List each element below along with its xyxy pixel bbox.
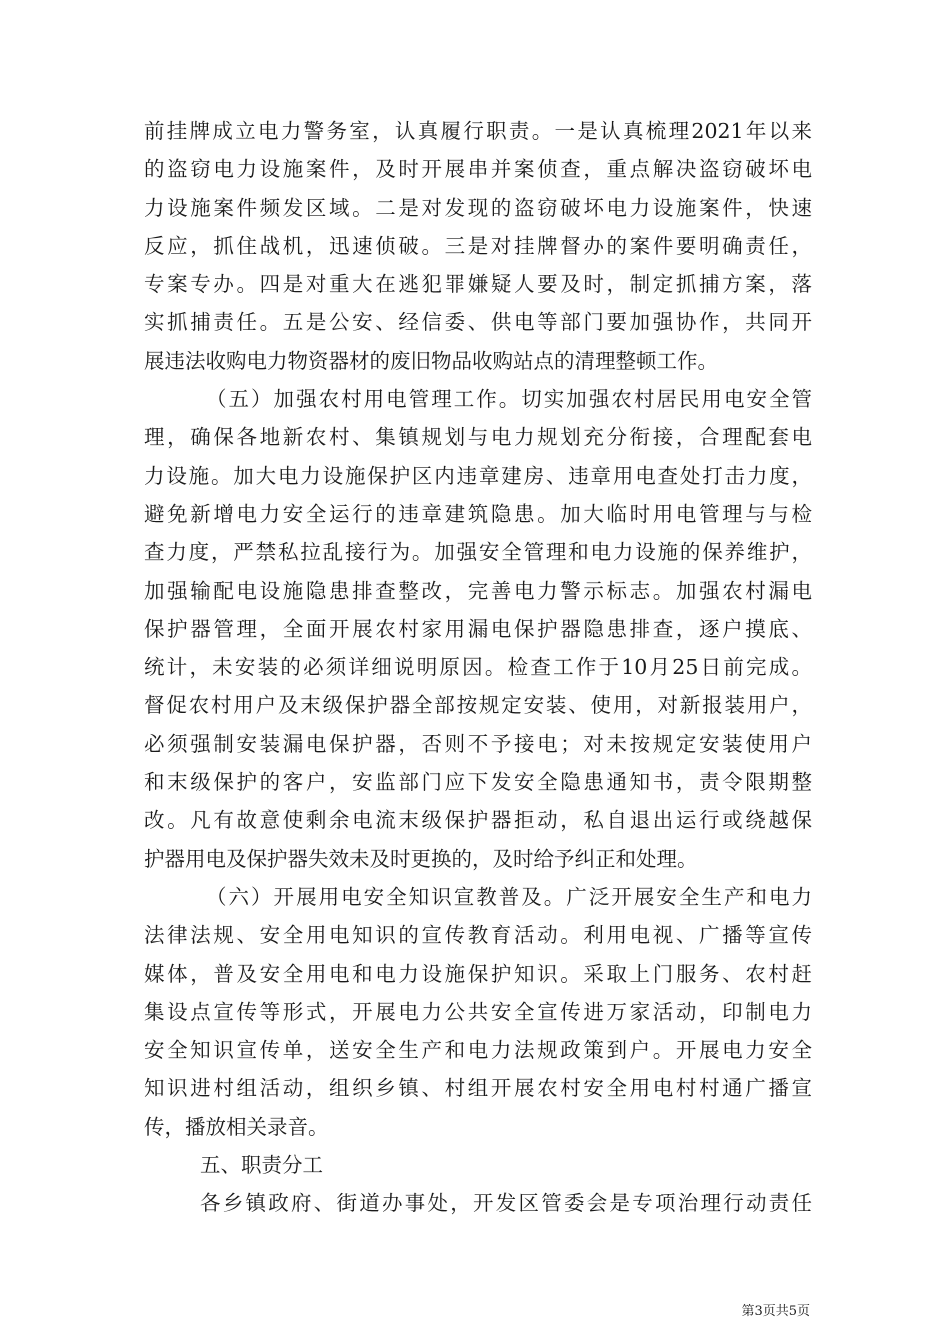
text-line: 的盗窃电力设施案件，及时开展串并案侦查，重点解决盗窃破坏电 [144, 157, 812, 182]
text-line: 理，确保各地新农村、集镇规划与电力规划充分衔接，合理配套电 [144, 425, 812, 450]
document-body [144, 112, 812, 1223]
text-line: 前挂牌成立电力警务室，认真履行职责。一是认真梳理2021年以来 [144, 119, 812, 143]
text-line: 保护器管理，全面开展农村家用漏电保护器隐患排查，逐户摸底、 [144, 616, 812, 641]
text-line: 知识进村组活动，组织乡镇、村组开展农村安全用电村村通广播宣 [144, 1076, 812, 1101]
text-line: 各乡镇政府、街道办事处，开发区管委会是专项治理行动责任 [200, 1191, 812, 1216]
page-number: 第3页共5页 [741, 1304, 810, 1319]
text-line: 查力度，严禁私拉乱接行为。加强安全管理和电力设施的保养维护， [144, 540, 812, 565]
text-line: 督促农村用户及末级保护器全部按规定安装、使用，对新报装用户， [144, 693, 812, 718]
text-line: 法律法规、安全用电知识的宣传教育活动。利用电视、广播等宣传 [144, 923, 812, 948]
text-line: （六）开展用电安全知识宣教普及。广泛开展安全生产和电力 [206, 884, 812, 909]
text-line: 必须强制安装漏电保护器，否则不予接电；对未按规定安装使用户 [144, 731, 812, 756]
text-line: 加强输配电设施隐患排查整改，完善电力警示标志。加强农村漏电 [144, 578, 812, 603]
text-line: 实抓捕责任。五是公安、经信委、供电等部门要加强协作，共同开 [144, 310, 812, 335]
text-line: 力设施。加大电力设施保护区内违章建房、违章用电查处打击力度， [144, 463, 812, 488]
text-line: （五）加强农村用电管理工作。切实加强农村居民用电安全管 [206, 387, 812, 412]
text-line: 集设点宣传等形式，开展电力公共安全宣传进万家活动，印制电力 [144, 999, 812, 1024]
text-line: 避免新增电力安全运行的违章建筑隐患。加大临时用电管理与与检 [144, 501, 812, 526]
text-line: 反应，抓住战机，迅速侦破。三是对挂牌督办的案件要明确责任， [144, 233, 812, 258]
text-line: 统计，未安装的必须详细说明原因。检查工作于10月25日前完成。 [144, 655, 812, 680]
text-line: 专案专办。四是对重大在逃犯罪嫌疑人要及时，制定抓捕方案，落 [144, 272, 812, 297]
text-line: 和末级保护的客户，安监部门应下发安全隐患通知书，责令限期整 [144, 770, 812, 795]
text-line: 展违法收购电力物资器材的废旧物品收购站点的清理整顿工作。 [144, 348, 718, 373]
text-line: 护器用电及保护器失效未及时更换的，及时给予纠正和处理。 [144, 846, 698, 871]
text-line: 力设施案件频发区域。二是对发现的盗窃破坏电力设施案件，快速 [144, 195, 812, 220]
text-line: 改。凡有故意使剩余电流末级保护器拒动，私自退出运行或绕越保 [144, 808, 812, 833]
text-line: 媒体，普及安全用电和电力设施保护知识。采取上门服务、农村赶 [144, 961, 812, 986]
text-line: 传，播放相关录音。 [144, 1114, 329, 1139]
text-line: 安全知识宣传单，送安全生产和电力法规政策到户。开展电力安全 [144, 1038, 812, 1063]
text-line: 五、职责分工 [200, 1153, 323, 1178]
